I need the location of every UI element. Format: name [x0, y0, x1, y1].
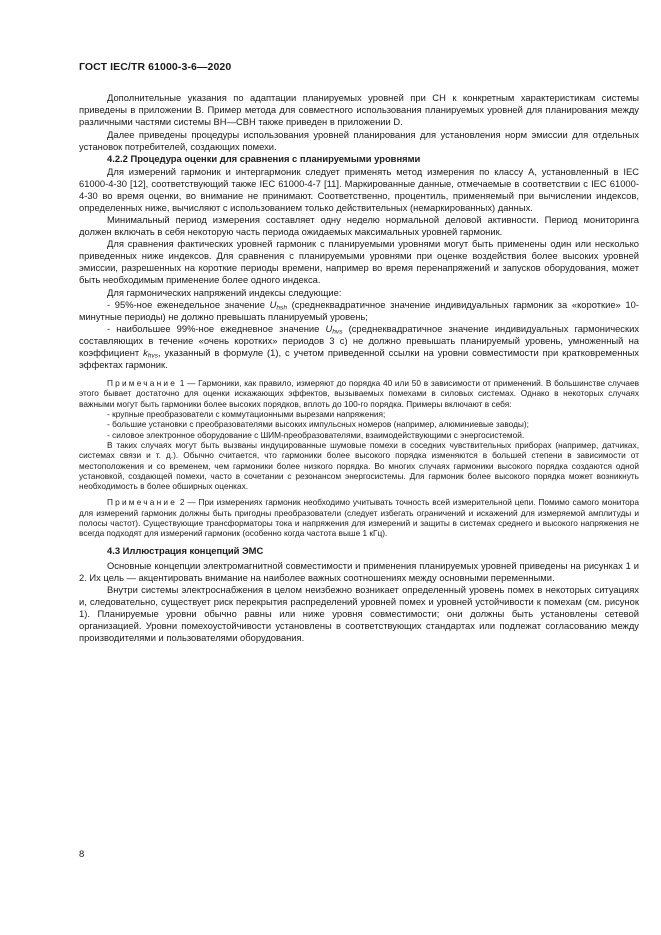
note-label: Примечание: [107, 497, 178, 508]
paragraph-measurement-period: Минимальный период измерения составляет одну неделю нормальной деловой активности. Период мониторинга должен включать в себя некоторую часть периода ожидаемых максимальных уровней гармоник.: [79, 213, 639, 238]
note-list-item: - большие установки с преобразователями высоких импульсных номеров (например, алюминиевые заводы);: [79, 419, 639, 429]
note-text: 1 — Гармоники, как правило, измеряют до порядка 40 или 50 в зависимости от применений. В большинстве случаев этого бывает достаточно для оценки искажающих эффектов, вызываемых помехами в силовых системах. Однако в некоторых случаях важными могут быть гармоники более высоких порядков, вплоть до 100-го порядка. Примеры включают в себя:: [79, 378, 639, 409]
index-bullet-daily: [79, 323, 639, 371]
bullet-text: 95%-ное еженедельное значение: [114, 298, 270, 310]
index-bullet-weekly: [79, 299, 639, 323]
subscript-hvs: hvs: [147, 352, 159, 360]
paragraph-annex-b: Дополнительные указания по адаптации планируемых уровней при СН к конкретным характеристикам системы приведены в приложении В. Пример метода для совместного использования планируемых уровней для планирования между различными частями системы ВН—СВН также приведен в приложении D.: [79, 92, 639, 128]
page-number: 8: [79, 849, 85, 860]
subscript-hsh: hsh: [276, 304, 287, 312]
note-1: [79, 378, 639, 409]
document-header: ГОСТ IEC/TR 61000-3-6—2020: [79, 61, 232, 73]
bullet-text: (среднеквадратичное значение индивидуальных гармоник за «короткие» 10-минутные периоды) не должно превышать планируемый уровень;: [79, 298, 639, 322]
section-heading-4-2-2: 4.2.2 Процедура оценки для сравнения с планируемыми уровнями: [107, 153, 421, 165]
note-list-item: - силовое электронное оборудование с ШИМ-преобразователями, взаимодействующими с энергосистемой.: [79, 430, 639, 440]
paragraph-disturbance-levels: Внутри системы электроснабжения в целом неизбежно возникает определенный уровень помех в некоторых ситуациях и, следовательно, существует риск перекрытия распределений уровней помех и уровней устойчивости к помехам (см. рисунок 1). Планируемые уровни обычно равны или ниже уровня совместимости; они должны быть установлены сетевой организацией. Уровни помехоустойчивости установлены в соответствующих стандартах или подлежат согласованию между производителями и пользователями оборудования.: [79, 583, 639, 644]
bullet-text: (среднеквадратичное значение индивидуальных гармонических составляющих в течение «очень коротких» периодов 3 с) не должно превышать планируемый уровень, умноженный на коэффициент: [79, 322, 640, 358]
paragraph-voltage-indices-intro: Для гармонических напряжений индексы следующие:: [107, 286, 342, 298]
note-text: 2 — При измерениях гармоник необходимо учитывать точность всей измерительной цепи. Помимо самого монитора для измерений гармоник должны быть пригодны преобразователи (следует избегать ограничений и искажений для измеряемой амплитуды и полосы частот). Существующие трансформаторы тока и напряжения для измерений и защиты в системах среднего и высокого напряжения не всегда подходят для измерений гармоник (особенно когда частота выше 1 кГц).: [79, 497, 639, 539]
bullet-text: наибольшее 99%-ное ежедневное значение: [116, 322, 326, 334]
note-1-continuation: В таких случаях могут быть вызваны индуцированные шумовые помехи в соседних чувствительных приборах (например, датчиках, системах связи и т. д.). Обычно считается, что гармоники более высокого порядка изменяются в большей степени в зависимости от местоположения и со временем, чем гармоники более низкого порядка. Во многих случаях гармоники высокого порядка создаются одной установкой, создающей помехи, часто в сочетании с резонансом энергосистемы. Для гармоник более высокого порядка может возникнуть необходимость в более обширных оценках.: [79, 439, 639, 492]
paragraph-emc-concepts: Основные концепции электромагнитной совместимости и применения планируемых уровней приведены на рисунках 1 и 2. Их цель — акцентировать внимание на наиболее важных соотношениях между основными переменными.: [79, 559, 639, 583]
symbol-k: k: [143, 346, 148, 358]
note-label: Примечание: [107, 378, 178, 389]
bullet-text: , указанный в формуле (1), с учетом приведенной ссылки на уровни совместимости при кратковременных эффектах гармоник.: [79, 346, 639, 371]
subscript-hvs: hvs: [332, 328, 343, 336]
paragraph-measurement-method: Для измерений гармоник и интергармоник следует применять метод измерения по классу А, установленный в IEC 61000-4-30 [12], соответствующий также IEC 61000-4-7 [11]. Маркированные данные, отмечаемые в соответствии с IEC 61000-4-30 во время оценки, во внимание не принимают. Соответственно, процентиль, применяемый при вычислении индексов, определенных ниже, вычисляют с использованием только действительных (немаркированных) данных.: [79, 165, 639, 213]
paragraph-indices-comparison: Для сравнения фактических уровней гармоник с планируемыми уровнями могут быть применены один или несколько приведенных ниже индексов. Для сравнения с планируемыми уровнями при оценке воздействия более высоких уровней эмиссии, разрешенных на короткие периоды времени, например во время перенапряжений и запусков оборудования, может быть необходимым применение более одного индекса.: [79, 238, 639, 286]
note-2: [79, 497, 639, 538]
note-list-item: - крупные преобразователи с коммутационными вырезами напряжения;: [79, 409, 639, 419]
page-body: [79, 92, 639, 644]
section-heading-4-3: 4.3 Иллюстрация концепций ЭМС: [107, 544, 264, 556]
paragraph-procedures: Далее приведены процедуры использования уровней планирования для установления норм эмиссии для отдельных установок потребителей, создающих помехи.: [79, 129, 639, 153]
symbol-u: U: [269, 298, 277, 310]
symbol-u: U: [325, 322, 333, 334]
